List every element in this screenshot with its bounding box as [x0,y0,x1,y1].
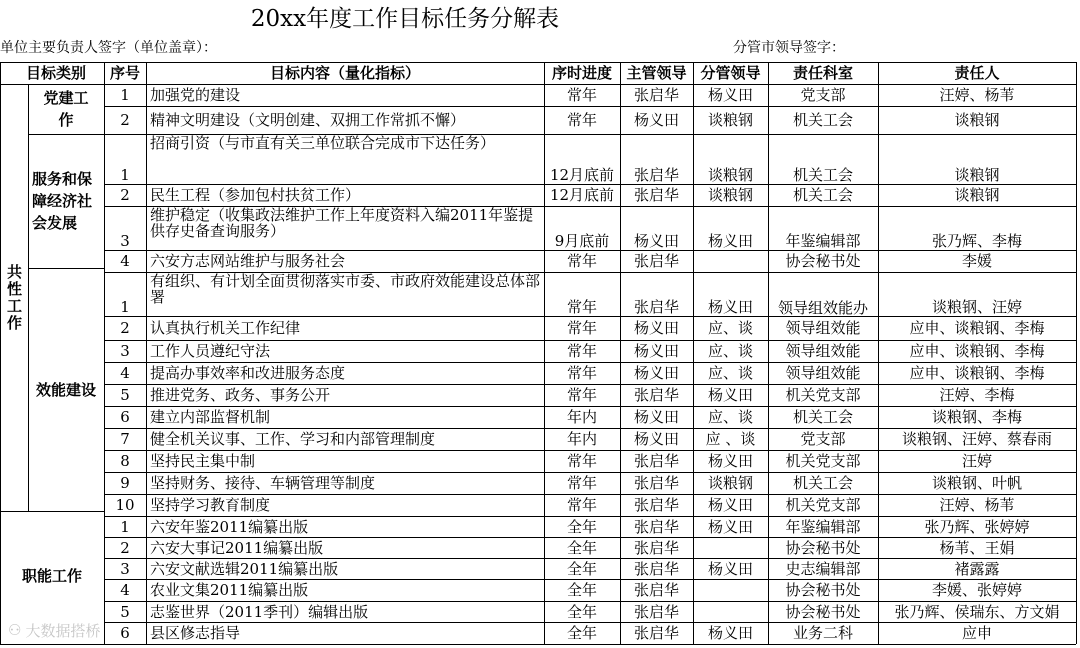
row-sub-lead: 杨义田 [707,559,753,578]
row-dept: 机关工会 [792,408,853,426]
row-person: 谈粮钢 [954,186,1000,204]
row-sub-lead: 杨义田 [707,386,753,404]
row-content: 六安年鉴2011编纂出版 [150,517,309,536]
watermark [8,618,148,642]
row-person: 应申、谈粮钢、李梅 [909,342,1045,360]
row-no: 1 [120,86,130,104]
header-progress: 序时进度 [551,64,612,82]
row-lead: 张启华 [633,452,679,470]
grid-line [104,472,1076,473]
row-sub-lead [693,250,768,272]
row-no: 3 [120,342,130,360]
header-no: 序号 [109,64,140,82]
row-lead: 杨义田 [633,232,679,250]
header-content: 目标内容（量化指标） [269,64,420,82]
row-no: 2 [120,319,130,337]
row-sub-lead: 应、谈 [707,408,753,426]
row-no: 3 [120,559,130,578]
row-lead: 杨义田 [633,408,679,426]
row-sub-lead: 谈粮钢 [707,474,753,492]
row-dept: 机关党支部 [785,496,861,514]
row-no: 4 [120,581,130,599]
row-dept: 协会秘书处 [785,538,861,557]
grid-line [104,62,105,644]
row-sub-lead: 杨义田 [707,298,753,316]
grid-line [104,537,1076,538]
group-party-building: 党建工作 [43,89,89,129]
row-dept: 领导组效能办 [777,299,868,316]
row-no: 1 [120,166,130,184]
grid-line [104,272,1076,273]
row-sub-lead: 应、谈 [707,319,753,337]
row-no: 6 [120,624,130,642]
grid-line [104,340,1076,341]
row-person: 汪婷、杨苇 [939,86,1015,104]
row-lead: 张启华 [633,474,679,492]
grid-line [104,622,1076,623]
row-person: 褚露露 [954,559,1000,578]
grid-line [104,406,1076,407]
row-progress: 常年 [566,252,597,270]
row-dept: 机关工会 [792,111,853,129]
row-sub-lead: 应、谈 [707,342,753,360]
page-title: 20xx年度工作目标任务分解表 [250,6,560,32]
row-person: 谈粮钢、汪婷、蔡春雨 [901,430,1052,448]
row-lead: 张启华 [633,386,679,404]
row-sub-lead: 杨义田 [707,232,753,250]
row-content: 加强党的建设 [150,86,241,104]
row-progress: 12月底前 [549,186,615,204]
grid-line [28,268,104,269]
grid-line [104,516,1076,517]
row-no: 4 [120,364,130,382]
row-progress: 常年 [566,474,597,492]
row-dept: 机关党支部 [785,452,861,470]
row-lead: 杨义田 [633,430,679,448]
row-no: 1 [120,517,130,536]
group-efficiency: 效能建设 [35,380,96,399]
header-dept: 责任科室 [792,64,853,82]
row-dept: 机关工会 [792,166,853,184]
row-dept: 史志编辑部 [785,559,861,578]
grid-line [28,84,29,511]
grid-line [0,644,1076,645]
row-no: 3 [120,232,130,250]
row-dept: 党支部 [800,86,846,104]
row-lead: 杨义田 [633,319,679,337]
row-no: 2 [120,538,130,557]
row-progress: 全年 [566,624,597,642]
row-sub-lead: 谈粮钢 [707,111,753,129]
row-progress: 全年 [566,581,597,599]
grid-line [104,494,1076,495]
row-progress: 常年 [566,319,597,337]
header-category: 目标类别 [25,64,86,82]
row-person: 谈粮钢、李梅 [931,408,1022,426]
row-no: 9 [120,474,130,492]
row-progress: 常年 [566,496,597,514]
row-content: 志鉴世界（2011季刊）编辑出版 [150,602,369,621]
row-sub-lead [693,537,768,558]
row-lead: 杨义田 [633,111,679,129]
row-person: 应申 [961,624,992,642]
row-content: 推进党务、政务、事务公开 [150,386,331,404]
row-person: 汪婷、李梅 [939,386,1015,404]
row-sub-lead: 杨义田 [707,496,753,514]
grid-line [0,62,1076,63]
unit-signature-label: 单位主要负责人签字（单位盖章）： [0,40,217,56]
row-no: 8 [120,452,130,470]
row-content: 六安方志网站维护与服务社会 [150,252,346,270]
row-content: 维护稳定（收集政法维护工作上年度资料入编2011年鉴提供存史备查询服务） [150,206,534,240]
row-dept: 领导组效能 [785,342,861,360]
row-lead: 张启华 [633,166,679,184]
grid-line [104,316,1076,317]
row-lead: 杨义田 [633,364,679,382]
row-no: 2 [120,186,130,204]
row-content: 有组织、有计划全面贯彻落实市委、市政府效能建设总体部署 [150,272,541,306]
row-lead: 张启华 [633,538,679,557]
row-lead: 张启华 [633,559,679,578]
row-dept: 协会秘书处 [785,581,861,599]
grid-line [104,184,1076,185]
grid-line [0,84,1076,85]
row-progress: 常年 [566,86,597,104]
row-content: 坚持学习教育制度 [150,496,271,514]
row-person: 谈粮钢 [954,166,1000,184]
row-progress: 常年 [566,342,597,360]
row-no: 2 [120,111,130,129]
row-content: 建立内部监督机制 [150,408,271,426]
leader-signature-label: 分管市领导签字： [733,40,845,56]
row-progress: 12月底前 [549,166,615,184]
row-progress: 常年 [566,452,597,470]
row-no: 5 [120,386,130,404]
row-dept: 机关工会 [792,186,853,204]
row-sub-lead [693,579,768,601]
row-dept: 业务二科 [792,624,853,642]
row-no: 1 [120,298,130,316]
group-common-label: 共性工作 [5,263,23,332]
grid-line [104,558,1076,559]
row-content: 招商引资（与市直有关三单位联合完成市下达任务） [150,134,496,152]
row-progress: 年内 [566,430,597,448]
grid-line [878,62,879,644]
row-progress: 全年 [566,602,597,621]
row-person: 谈粮钢、汪婷 [931,298,1022,316]
row-content: 健全机关议事、工作、学习和内部管理制度 [150,430,436,448]
watermark-logo-icon: ⚇ [8,621,22,639]
row-progress: 全年 [566,559,597,578]
row-progress: 年内 [566,408,597,426]
row-dept: 领导组效能 [785,364,861,382]
row-progress: 常年 [566,298,597,316]
row-progress: 全年 [566,538,597,557]
row-sub-lead: 谈粮钢 [707,166,753,184]
row-lead: 杨义田 [633,342,679,360]
grid-line [104,206,1076,207]
row-sub-lead: 杨义田 [707,517,753,536]
row-content: 精神文明建设（文明创建、双拥工作常抓不懈） [150,111,466,129]
row-person: 应申、谈粮钢、李梅 [909,364,1045,382]
grid-line [104,134,1076,135]
row-content: 工作人员遵纪守法 [150,342,271,360]
row-person: 杨苇、王娟 [939,538,1015,557]
row-dept: 协会秘书处 [785,252,861,270]
row-dept: 党支部 [800,430,846,448]
row-dept: 机关党支部 [785,386,861,404]
grid-line [104,106,1076,107]
header-lead: 主管领导 [626,64,687,82]
row-person: 应申、谈粮钢、李梅 [909,319,1045,337]
grid-line [104,450,1076,451]
row-content: 提高办事效率和改进服务态度 [150,364,346,382]
row-lead: 张启华 [633,581,679,599]
grid-line [104,384,1076,385]
grid-line [0,511,104,512]
row-content: 六安文献选辑2011编纂出版 [150,559,339,578]
row-dept: 机关工会 [792,474,853,492]
grid-line [104,362,1076,363]
task-table [0,62,1076,640]
row-person: 李媛、张婷婷 [931,581,1022,599]
row-dept: 领导组效能 [785,319,861,337]
grid-line [620,62,621,644]
row-no: 4 [120,252,130,270]
row-lead: 张启华 [633,252,679,270]
row-lead: 张启华 [633,186,679,204]
row-lead: 张启华 [633,602,679,621]
row-content: 坚持财务、接待、车辆管理等制度 [150,474,376,492]
row-content: 民生工程（参加包村扶贫工作） [150,186,361,204]
grid-line [104,250,1076,251]
row-person: 谈粮钢 [954,111,1000,129]
row-person: 张乃辉、李梅 [931,232,1022,250]
row-sub-lead [693,601,768,622]
row-sub-lead: 杨义田 [707,452,753,470]
header-sub-lead: 分管领导 [700,64,761,82]
grid-line [28,134,104,135]
row-person: 张乃辉、侯瑞东、方文娟 [894,602,1060,621]
row-lead: 张启华 [633,298,679,316]
row-sub-lead: 杨义田 [707,624,753,642]
grid-line [768,62,769,644]
header-person: 责任人 [954,64,1000,82]
row-sub-lead: 应、谈 [707,364,753,382]
row-person: 张乃辉、张婷婷 [924,517,1030,536]
grid-line [146,62,147,644]
row-lead: 张启华 [633,496,679,514]
row-dept: 协会秘书处 [785,602,861,621]
watermark-label: 大数据搭桥 [25,621,101,640]
row-content: 县区修志指导 [150,624,241,642]
row-lead: 张启华 [633,86,679,104]
row-progress: 常年 [566,364,597,382]
row-lead: 张启华 [633,517,679,536]
grid-line [0,62,1,644]
row-lead: 张启华 [633,624,679,642]
grid-line [104,428,1076,429]
row-no: 5 [120,602,130,621]
row-person: 谈粮钢、叶帆 [931,474,1022,492]
row-content: 坚持民主集中制 [150,452,256,470]
row-person: 汪婷 [961,452,992,470]
row-no: 6 [120,408,130,426]
row-content: 六安大事记2011编纂出版 [150,538,324,557]
grid-line [1076,62,1077,644]
row-progress: 9月底前 [554,232,610,250]
row-sub-lead: 应 、谈 [705,430,756,448]
row-content: 农业文集2011编纂出版 [150,581,309,599]
grid-line [693,62,694,644]
row-progress: 常年 [566,111,597,129]
grid-line [104,601,1076,602]
group-duty-work: 职能工作 [21,566,82,585]
row-dept: 年鉴编辑部 [785,232,861,250]
row-content: 认真执行机关工作纪律 [150,319,301,337]
row-sub-lead: 杨义田 [707,86,753,104]
row-person: 李媛 [961,252,992,270]
group-service-development: 服务和保障经济社会发展 [32,170,93,232]
row-sub-lead: 谈粮钢 [707,186,753,204]
row-progress: 全年 [566,517,597,536]
row-no: 7 [120,430,130,448]
grid-line [104,579,1076,580]
group-common-work [0,84,28,511]
row-person: 汪婷、杨苇 [939,496,1015,514]
grid-line [544,62,545,644]
row-no: 10 [115,496,135,514]
row-dept: 年鉴编辑部 [785,517,861,536]
row-progress: 常年 [566,386,597,404]
